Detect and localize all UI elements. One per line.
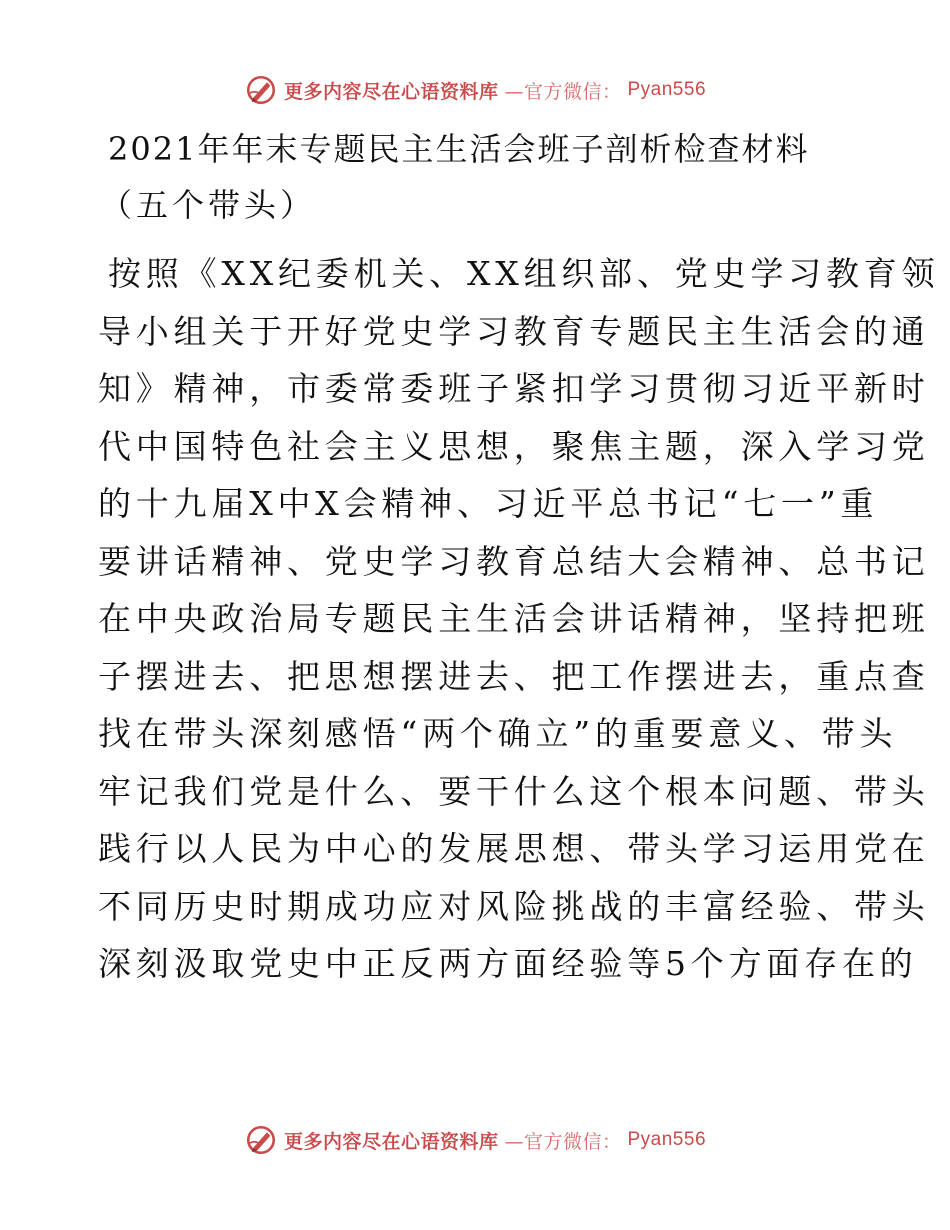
body-line: 深刻汲取党史中正反两方面经验等5个方面存在的: [98, 944, 918, 983]
watermark-separator-text: —官方微信：: [504, 1130, 622, 1153]
body-line: 按照《XX纪委机关、XX组织部、党史学习教育领: [108, 254, 940, 293]
watermark-wechat-id: Pyan556: [627, 1129, 707, 1150]
watermark-main-text: 更多内容尽在心语资料库: [283, 1130, 499, 1153]
document-body: [98, 245, 940, 993]
body-line: 牢记我们党是什么、要干什么这个根本问题、带头: [98, 771, 930, 811]
body-line: 子摆进去、把思想摆进去、把工作摆进去，重点查: [98, 656, 930, 696]
document-title: 2021年年末专题民主生活会班子剖析检查材料: [108, 130, 810, 168]
body-line: 找在带头深刻感悟“两个确立”的重要意义、带头: [98, 714, 898, 753]
pen-logo-icon: [244, 73, 278, 107]
body-line: 在中央政治局专题民主生活会讲话精神，坚持把班: [98, 599, 930, 638]
body-line: 不同历史时期成功应对风险挑战的丰富经验、带头: [98, 886, 930, 926]
body-line: 导小组关于开好党史学习教育专题民主生活会的通: [98, 311, 930, 351]
document-subtitle: （五个带头）: [100, 186, 317, 224]
body-line: 知》精神，市委常委班子紧扣学习贯彻习近平新时: [98, 369, 930, 408]
body-line: 践行以人民为中心的发展思想、带头学习运用党在: [98, 829, 930, 868]
watermark-banner-bottom: [0, 1120, 950, 1160]
body-line: 的十九届X中X会精神、习近平总书记“七一”重: [98, 484, 879, 523]
watermark-banner-top: [0, 70, 950, 110]
watermark-separator-text: —官方微信：: [504, 80, 622, 103]
body-line: 要讲话精神、党史学习教育总结大会精神、总书记: [98, 541, 930, 581]
watermark-main-text: 更多内容尽在心语资料库: [283, 80, 499, 103]
watermark-wechat-id: Pyan556: [627, 79, 707, 100]
body-line: 代中国特色社会主义思想，聚焦主题，深入学习党: [98, 426, 930, 466]
pen-logo-icon: [244, 1123, 278, 1157]
